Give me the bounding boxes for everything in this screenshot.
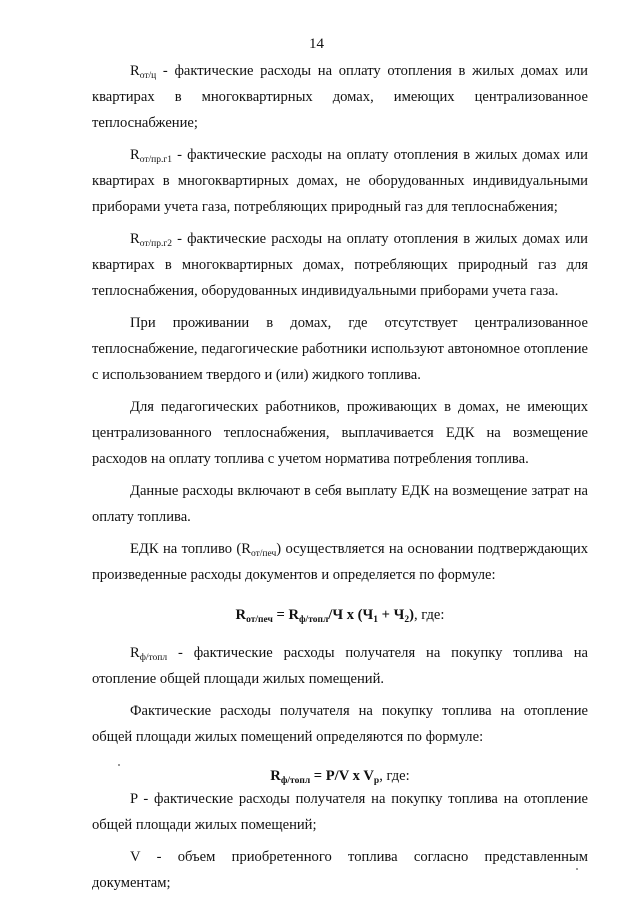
var-subscript: от/пр.г1: [139, 155, 173, 165]
paragraph-edk-payment: Для педагогических работников, проживающих в домах, не имеющих централизованного теплоснабжения, выплачивается ЕДК на возмещение расходов на оплату топлива с учетом норматива потребления топлива.: [92, 399, 588, 467]
var-r: R: [130, 231, 140, 247]
formula-subscript: ф/топл: [280, 776, 311, 786]
paragraph-text: - фактические расходы на оплату отопления в жилых домах или квартирах в многоквартирных домах, имеющих централизованное теплоснабжение;: [92, 63, 588, 131]
formula-part: ): [409, 607, 414, 623]
formula-subscript: 1: [373, 615, 378, 625]
paragraph-actual-expenses: Фактические расходы получателя на покупку топлива на отопление общей площади жилых помещений определяются по формуле:: [92, 703, 588, 745]
var-subscript: от/ц: [139, 71, 157, 81]
paragraph-edk-fuel: [92, 536, 588, 588]
var-r: R: [130, 63, 140, 79]
var-subscript: от/печ: [250, 549, 277, 559]
formula-tail: , где:: [413, 607, 445, 623]
paragraph-expenses-include: Данные расходы включают в себя выплату ЕДК на возмещение затрат на оплату топлива.: [92, 483, 588, 525]
paragraph-text: ) осуществляется на основании подтверждающих произведенные расходы документов и определяется по формуле:: [92, 541, 589, 583]
formula-subscript: от/печ: [246, 615, 273, 625]
formula-part: + Ч: [377, 607, 405, 623]
formula-r-f-topl: [92, 766, 588, 786]
paragraph-r-ot-ts: [92, 58, 588, 136]
formula-subscript: ф/топл: [298, 615, 329, 625]
paragraph-p-definition: P - фактические расходы получателя на покупку топлива на отопление общей площади жилых помещений;: [92, 791, 588, 833]
document-body: [92, 58, 588, 902]
paragraph-autonomous-heating: При проживании в домах, где отсутствует централизованное теплоснабжение, педагогические работники используют автономное отопление с использованием твердого и (или) жидкого топлива.: [92, 315, 588, 383]
var-r: R: [130, 147, 140, 163]
var-subscript: от/пр.г2: [139, 239, 173, 249]
var-r: R: [130, 645, 140, 661]
formula-subscript: р: [373, 776, 380, 786]
formula-r-ot-pech: [92, 602, 588, 628]
scan-speck: [118, 764, 120, 766]
var-subscript: ф/топл: [139, 653, 168, 663]
paragraph-text: - фактические расходы получателя на покупку топлива на отопление общей площади жилых помещений.: [92, 645, 588, 687]
paragraph-text: - фактические расходы на оплату отопления в жилых домах или квартирах в многоквартирных домах, не оборудованных индивидуальными приборами учета газа, потребляющих природный газ для теплоснабжения;: [92, 147, 588, 215]
page-number: 14: [309, 36, 324, 52]
formula-part: = R: [272, 607, 299, 623]
paragraph-r-ot-pr-g1: [92, 142, 588, 220]
formula-tail: , где:: [379, 768, 410, 784]
paragraph-r-ot-pr-g2: [92, 226, 588, 304]
formula-part: R: [235, 607, 247, 623]
formula-part: = P/V x V: [310, 768, 374, 784]
paragraph-v-definition: V - объем приобретенного топлива согласно представленным документам;: [92, 849, 588, 891]
formula-part: /Ч x (Ч: [328, 607, 374, 623]
paragraph-text: - фактические расходы на оплату отопления в жилых домах или квартирах в многоквартирных домах, потребляющих природный газ для теплоснабжения, оборудованных индивидуальными приборами учета газа.: [92, 231, 588, 299]
paragraph-r-f-topl: [92, 640, 588, 692]
formula-part: R: [270, 768, 281, 784]
formula-subscript: 2: [404, 615, 410, 625]
scan-speck: [576, 868, 578, 870]
paragraph-text: ЕДК на топливо (R: [130, 541, 251, 557]
